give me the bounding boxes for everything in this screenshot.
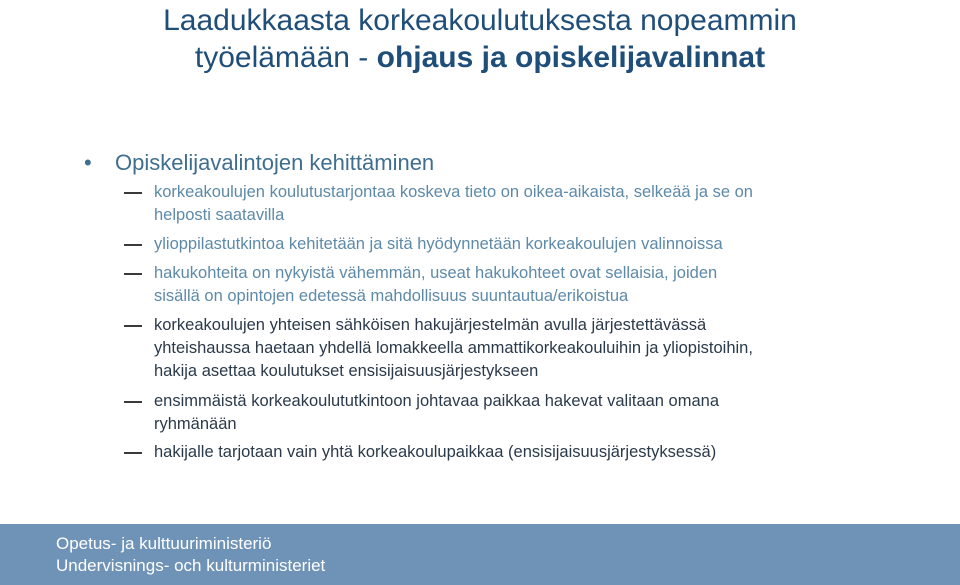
footer-ministry-fi: Opetus- ja kulttuuriministeriö — [56, 534, 272, 553]
subitem-line: ensimmäistä korkeakoulututkintoon johtavaa paikkaa hakevat valitaan omana — [154, 392, 720, 410]
bullet-dot-icon: • — [84, 150, 92, 175]
subitem-text — [154, 233, 894, 256]
subitem-text — [154, 262, 894, 308]
subitem-line: ryhmänään — [154, 415, 237, 433]
subitem-line: ylioppilastutkintoa kehitetään ja sitä hyödynnetään korkeakoulujen valinnoissa — [154, 235, 723, 253]
dash-icon — [124, 192, 142, 194]
title-line-2 — [0, 39, 960, 76]
dash-icon — [124, 452, 142, 454]
title-line-2-regular: työelämään - — [194, 41, 377, 74]
title-line-1: Laadukkaasta korkeakoulutuksesta nopeammin — [163, 4, 797, 37]
slide-title — [0, 2, 960, 76]
footer-band — [0, 524, 960, 585]
subitem-line: helposti saatavilla — [154, 206, 285, 224]
subitem-line: korkeakoulujen koulutustarjontaa koskeva tieto on oikea-aikaista, selkeää ja se on — [154, 183, 753, 201]
bullet-text: Opiskelijavalintojen kehittäminen — [115, 150, 435, 175]
subitem-line: korkeakoulujen yhteisen sähköisen hakujärjestelmän avulla järjestettävässä — [154, 316, 707, 334]
dash-icon — [124, 244, 142, 246]
subitem-line: hakijalle tarjotaan vain yhtä korkeakoulupaikkaa (ensisijaisuusjärjestyksessä) — [154, 443, 717, 461]
subitem-line: hakija asettaa koulutukset ensisijaisuusjärjestykseen — [154, 362, 539, 380]
dash-icon — [124, 273, 142, 275]
subitem-line: hakukohteita on nykyistä vähemmän, useat hakukohteet ovat sellaisia, joiden — [154, 264, 718, 282]
title-line-2-bold: ohjaus ja opiskelijavalinnat — [376, 41, 766, 74]
subitem-text — [154, 390, 894, 436]
subitem-line: yhteishaussa haetaan yhdellä lomakkeella ammattikorkeakouluihin ja yliopistoihin, — [154, 339, 753, 357]
dash-icon — [124, 401, 142, 403]
dash-icon — [124, 325, 142, 327]
subitem-text — [154, 314, 894, 383]
subitem-text — [154, 441, 894, 464]
subitem-line: sisällä on opintojen edetessä mahdollisuus suuntautua/erikoistua — [154, 287, 629, 305]
subitem-text — [154, 181, 894, 227]
footer-ministry-sv: Undervisnings- och kulturministeriet — [56, 556, 326, 575]
